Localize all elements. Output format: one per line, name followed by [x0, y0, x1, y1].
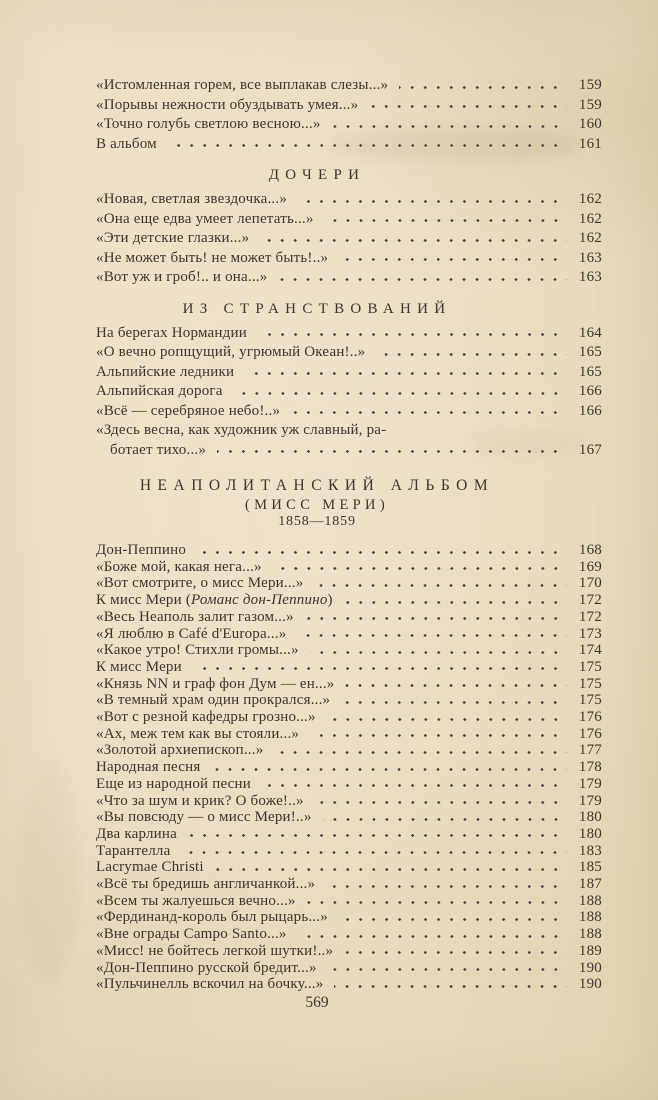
toc-entry — [96, 76, 602, 96]
toc-entry-title: «Я люблю в Café d'Europa...» — [96, 625, 287, 642]
toc-entry-title: «Новая, светлая звездочка...» — [96, 191, 288, 207]
toc-entry — [96, 229, 602, 249]
toc-entry-page: 174 — [578, 642, 602, 659]
toc-entry-title: «Золотой архиепископ...» — [96, 742, 264, 759]
dot-leader — [339, 258, 567, 262]
toc-entry-page: 175 — [578, 675, 602, 692]
toc-entry-page: 178 — [578, 759, 602, 776]
toc-entry — [96, 676, 602, 693]
toc-entry — [96, 742, 602, 759]
toc-entry-title: «Точно голубь светлою весною...» — [96, 116, 321, 132]
dot-leader — [369, 105, 567, 109]
toc-entry-page: 173 — [578, 625, 602, 642]
toc-entry-page: 170 — [578, 575, 602, 592]
toc-entry-title: «Ах, меж тем как вы стояли...» — [96, 725, 300, 742]
toc-entry — [96, 626, 602, 643]
dot-leader — [278, 277, 567, 281]
toc-entry-page: 159 — [578, 77, 602, 93]
toc-entry-title: «Мисс! не бойтесь легкой шутки!..» — [96, 942, 334, 959]
toc-entry-page: 165 — [578, 363, 602, 380]
dot-leader — [298, 934, 567, 938]
toc-entry-title: «Пульчинелль вскочил на бочку...» — [96, 976, 324, 993]
section-heading: ДОЧЕРИ — [268, 167, 366, 183]
dot-leader — [188, 834, 567, 838]
toc-entry — [96, 441, 602, 461]
toc-entry — [96, 793, 602, 810]
toc-entry — [96, 859, 602, 876]
toc-entry-page: 163 — [578, 249, 602, 266]
toc-entry — [96, 190, 602, 210]
toc-entry-page: 162 — [578, 230, 602, 246]
toc-entry-page: 164 — [578, 324, 602, 341]
toc-entry — [96, 609, 602, 626]
dot-leader — [181, 851, 567, 855]
toc-entry-title: «Не может быть! не может быть!..» — [96, 249, 329, 266]
toc-entry-title: «Вот смотрите, о мисс Мери...» — [96, 575, 304, 592]
toc-entry — [96, 115, 602, 135]
dot-leader — [323, 817, 567, 821]
toc-entry-title: Тарантелла — [96, 842, 171, 859]
dot-leader — [328, 968, 567, 972]
dot-leader — [339, 917, 567, 921]
toc-entry-title: «О вечно ропщущий, угрюмый Океан!..» — [96, 344, 366, 360]
toc-entry-title: «Истомленная горем, все выплакав слезы...» — [96, 77, 389, 93]
dot-leader — [376, 352, 567, 356]
dot-leader — [315, 801, 567, 805]
toc-entry — [96, 249, 602, 269]
toc-entry-title: «Вне ограды Campo Santo...» — [96, 926, 287, 943]
dot-leader — [260, 238, 567, 242]
dot-leader — [310, 734, 567, 738]
toc-entry-page: 188 — [578, 926, 602, 943]
section-heading: 1858—1859 — [278, 514, 356, 529]
dot-leader — [211, 767, 567, 771]
dot-leader — [258, 333, 567, 337]
toc-entry-title: «Здесь весна, как художник уж славный, ра- — [96, 422, 387, 438]
dot-leader — [297, 634, 567, 638]
toc-entry — [96, 943, 602, 960]
toc-entry-page: 190 — [578, 976, 602, 993]
toc-entry-page: 183 — [578, 842, 602, 859]
toc-entry-page: 176 — [578, 725, 602, 742]
toc-entry-title: Еще из народной песни — [96, 775, 251, 792]
dot-leader — [332, 124, 567, 128]
toc-entry-title: «Боже мой, какая нега...» — [96, 558, 262, 575]
toc-entry-title: «Всё ты бредишь англичанкой...» — [96, 876, 316, 893]
dot-leader — [344, 951, 567, 955]
toc-entry-page: 177 — [578, 742, 602, 759]
toc-entry-page: 188 — [578, 909, 602, 926]
toc-entry — [96, 402, 602, 422]
dot-leader — [215, 867, 567, 871]
toc-entry-page: 162 — [578, 191, 602, 207]
title-italic-text: Романс дон-Пеппино — [191, 592, 328, 609]
dot-leader — [193, 667, 567, 671]
dot-leader — [217, 450, 567, 454]
toc-entry — [96, 268, 602, 288]
toc-entry-title: «В темный храм один прокрался...» — [96, 692, 331, 709]
toc-entry-title: «Что за шум и крик? О боже!..» — [96, 792, 304, 809]
toc-entry — [96, 926, 602, 943]
toc-entry-title: «Порывы нежности обуздывать умея...» — [96, 96, 359, 113]
toc-entry-title: Lacrymae Christi — [96, 859, 204, 876]
toc-section — [96, 476, 602, 993]
dot-leader — [314, 583, 567, 587]
section-heading: (МИСС МЕРИ) — [244, 497, 390, 513]
dot-leader — [399, 85, 567, 89]
toc-entry — [96, 893, 602, 910]
toc-entry — [96, 659, 602, 676]
toc-entry-title — [96, 592, 333, 609]
dot-leader — [245, 372, 567, 376]
toc-entry — [96, 96, 602, 116]
toc-entry-page: 188 — [578, 892, 602, 909]
toc-entry-page: 179 — [578, 775, 602, 792]
toc-entry-page: 163 — [578, 269, 602, 285]
toc-entry-title: Дон-Пеппино — [96, 542, 187, 558]
dot-leader — [298, 199, 567, 203]
toc-entry-title: «Вот уж и гроб!.. и она...» — [96, 269, 268, 285]
toc-entry — [96, 976, 602, 993]
toc-entry-page: 179 — [578, 792, 602, 809]
dot-leader — [262, 784, 567, 788]
dot-leader — [310, 650, 567, 654]
section-heading: НЕАПОЛИТАНСКИЙ АЛЬБОМ — [139, 477, 495, 494]
dot-leader — [291, 411, 567, 415]
toc-entry-title: «Князь NN и граф фон Дум — ен...» — [96, 675, 335, 692]
title-text: К мисс Мери ( — [96, 592, 192, 609]
toc-entry-title: Альпийская дорога — [96, 383, 223, 399]
toc-entry-title: Альпийские ледники — [96, 363, 235, 380]
dot-leader — [168, 144, 567, 148]
toc-entry-page: 180 — [578, 809, 602, 826]
toc-entry — [96, 559, 602, 576]
toc-entry-page: 169 — [578, 558, 602, 575]
toc-entry-title: В альбом — [96, 135, 157, 152]
toc-entry — [96, 826, 602, 843]
toc-entry — [96, 343, 602, 363]
toc-entry — [96, 809, 602, 826]
toc-entry — [96, 759, 602, 776]
toc-entry-title: «Вот с резной кафедры грозно...» — [96, 709, 316, 726]
toc-entry — [96, 135, 602, 155]
toc-entry — [96, 876, 602, 893]
toc-entry-page: 187 — [578, 876, 602, 893]
dot-leader — [307, 901, 567, 905]
toc-entry — [96, 642, 602, 659]
toc-entry — [96, 324, 602, 344]
toc-entry — [96, 592, 602, 609]
toc-entry — [96, 382, 602, 402]
toc-entry-title: «Дон-Пеппино русской бредит...» — [96, 959, 317, 976]
toc-entry-page: 180 — [578, 825, 602, 842]
dot-leader — [344, 600, 567, 604]
toc-entry-title: ботает тихо...» — [110, 441, 207, 458]
dot-leader — [197, 550, 567, 554]
toc-entry-title: Народная песня — [96, 759, 201, 776]
toc-entry-page: 168 — [578, 542, 602, 558]
toc-entry-title: «Фердинанд-король был рыцарь...» — [96, 909, 328, 926]
toc — [96, 76, 602, 993]
toc-entry — [96, 843, 602, 860]
dot-leader — [234, 391, 567, 395]
toc-entry-title: «Она еще едва умеет лепетать...» — [96, 210, 314, 227]
toc-entry-title: «Вы повсюду — о мисс Мери!..» — [96, 809, 312, 826]
section-heading: ИЗ СТРАНСТВОВАНИЙ — [182, 300, 452, 317]
toc-entry — [96, 210, 602, 230]
toc-entry-page: 185 — [578, 859, 602, 876]
title-text: ) — [327, 592, 333, 609]
toc-entry-title: «Какое утро! Стихли громы...» — [96, 642, 299, 659]
dot-leader — [345, 684, 567, 688]
toc-entry-page: 162 — [578, 210, 602, 227]
toc-entry — [96, 726, 602, 743]
toc-section — [96, 299, 602, 461]
toc-entry-page: 190 — [578, 959, 602, 976]
toc-entry-page: 189 — [578, 942, 602, 959]
toc-entry-title: «Эти детские глазки...» — [96, 230, 250, 246]
toc-entry-page: 167 — [578, 441, 602, 458]
toc-entry — [96, 776, 602, 793]
toc-entry-page: 159 — [578, 96, 602, 113]
toc-entry-title: К мисс Мери — [96, 658, 182, 675]
dot-leader — [341, 700, 567, 704]
toc-entry-page: 161 — [578, 135, 602, 152]
paper-stain — [20, 760, 80, 980]
dot-leader — [327, 717, 567, 721]
toc-entry — [96, 575, 602, 592]
toc-entry — [96, 542, 602, 559]
toc-entry-page: 172 — [578, 592, 602, 609]
toc-entry — [96, 421, 602, 441]
dot-leader — [274, 750, 567, 754]
toc-entry-page: 175 — [578, 658, 602, 675]
toc-entry-page: 176 — [578, 709, 602, 726]
dot-leader — [326, 884, 567, 888]
toc-entry-page: 172 — [578, 608, 602, 625]
dot-leader — [305, 617, 567, 621]
page-number-footer: 569 — [305, 993, 329, 1011]
toc-entry-title: «Всем ты жалуешься вечно...» — [96, 892, 296, 909]
toc-section — [96, 165, 602, 288]
toc-entry — [96, 960, 602, 977]
toc-entry-title: Два карлина — [96, 825, 177, 842]
toc-entry-title: «Всё — серебряное небо!..» — [96, 402, 281, 419]
toc-entry — [96, 709, 602, 726]
toc-entry-page: 175 — [578, 692, 602, 709]
toc-entry — [96, 692, 602, 709]
dot-leader — [273, 567, 567, 571]
toc-entry — [96, 909, 602, 926]
toc-entry-page: 165 — [578, 344, 602, 360]
toc-entry-page: 166 — [578, 383, 602, 399]
toc-entry-page: 166 — [578, 402, 602, 419]
toc-entry — [96, 363, 602, 383]
dot-leader — [325, 219, 567, 223]
dot-leader — [334, 984, 567, 988]
toc-entry-title: «Весь Неаполь залит газом...» — [96, 608, 294, 625]
toc-entry-page: 160 — [578, 116, 602, 132]
toc-entry-title: На берегах Нормандии — [96, 324, 247, 341]
toc-section — [96, 76, 602, 154]
